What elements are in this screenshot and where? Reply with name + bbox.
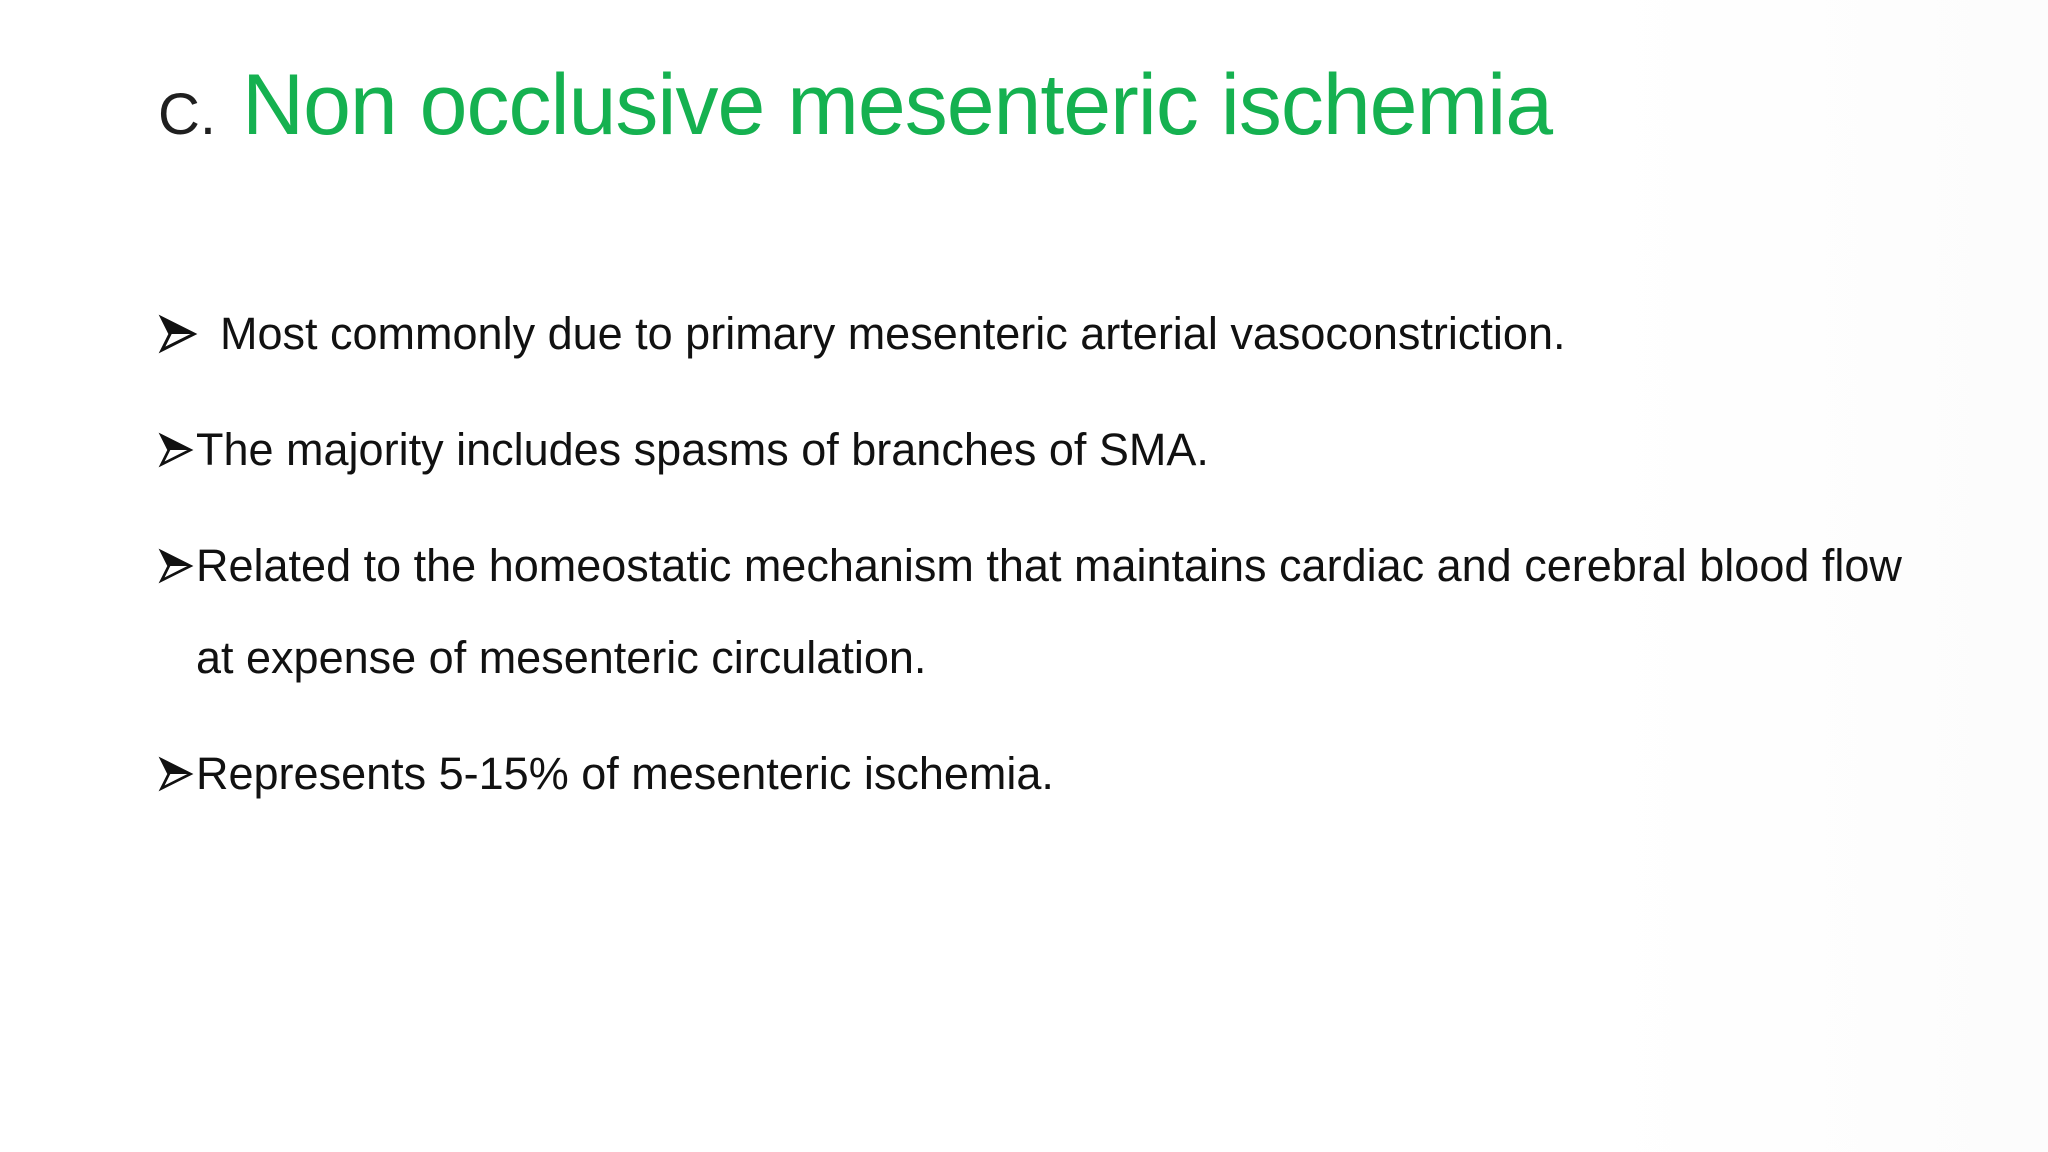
arrowhead-bullet-icon (158, 756, 194, 792)
arrowhead-bullet-icon (158, 314, 198, 354)
bullet-item (158, 728, 1938, 820)
title-text: Non occlusive mesenteric ischemia (242, 57, 1553, 153)
bullet-item (158, 520, 1938, 704)
bullet-list (158, 288, 1938, 844)
bullet-text: Most commonly due to primary mesenteric arterial vasoconstriction. (220, 308, 1566, 359)
bullet-item (158, 288, 1938, 380)
slide-title (158, 57, 1553, 153)
title-section-letter: C. (158, 82, 216, 147)
bullet-text: Represents 5-15% of mesenteric ischemia. (196, 748, 1054, 799)
arrowhead-bullet-icon (158, 548, 194, 584)
arrowhead-bullet-icon (158, 432, 194, 468)
bullet-item (158, 404, 1938, 496)
bullet-text: Related to the homeostatic mechanism that maintains cardiac and cerebral blood flow at expense of mesenteric circulation. (196, 540, 1902, 683)
bullet-text: The majority includes spasms of branches of SMA. (196, 424, 1209, 475)
